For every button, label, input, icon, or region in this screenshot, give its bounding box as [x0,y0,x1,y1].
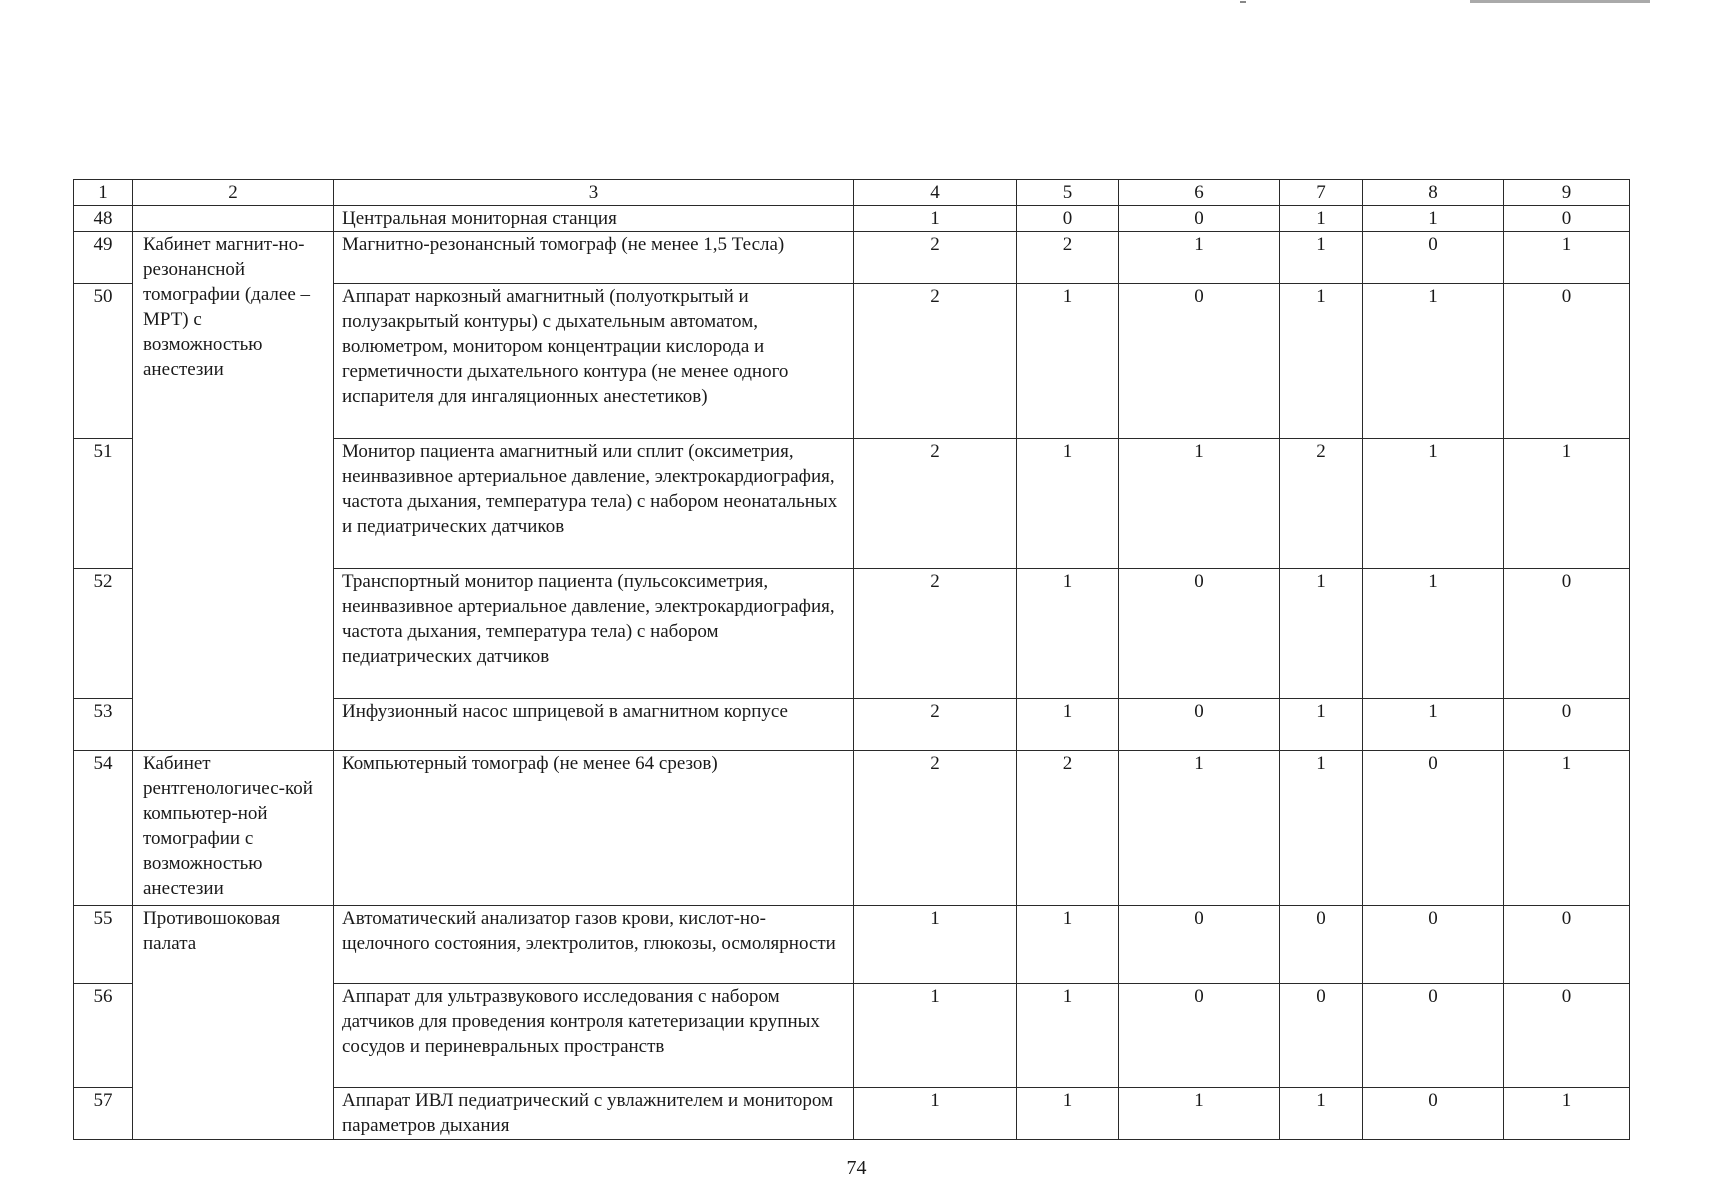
value-cell: 1 [1280,284,1363,439]
value-cell: 1 [1280,232,1363,284]
equipment-name: Монитор пациента амагнитный или сплит (оксиметрия, неинвазивное артериальное давление, электрокардиография, частота дыхания, температура тела) с набором неонатальных и педиатрических датчиков [334,439,854,569]
value-cell: 0 [1119,984,1280,1088]
table-row [74,232,1630,284]
header-cell: 2 [133,180,334,206]
value-cell: 2 [854,569,1017,699]
equipment-name: Аппарат для ультразвукового исследования с набором датчиков для проведения контроля катетеризации крупных сосудов и периневральных пространств [334,984,854,1088]
value-cell: 0 [1363,232,1504,284]
value-cell: 1 [1280,699,1363,751]
value-cell: 2 [854,699,1017,751]
value-cell: 1 [1119,751,1280,906]
page-number: 74 [846,1157,867,1179]
value-cell: 1 [1017,1088,1119,1140]
value-cell: 0 [1119,906,1280,984]
value-cell: 1 [854,1088,1017,1140]
value-cell: 1 [1017,569,1119,699]
row-number: 49 [74,232,133,284]
value-cell: 1 [1119,232,1280,284]
header-row [74,180,1630,206]
header-cell: 8 [1363,180,1504,206]
value-cell: 1 [1119,439,1280,569]
value-cell: 1 [1017,984,1119,1088]
value-cell: 0 [1119,284,1280,439]
value-cell: 1 [1280,569,1363,699]
section-label-shock: Противошоковая палата [133,906,334,1140]
value-cell: 2 [854,284,1017,439]
equipment-name: Аппарат ИВЛ педиатрический с увлажнителем и монитором параметров дыхания [334,1088,854,1140]
value-cell: 0 [1504,284,1630,439]
header-cell: 6 [1119,180,1280,206]
value-cell: 1 [1363,284,1504,439]
value-cell: 1 [1363,439,1504,569]
value-cell: 1 [1119,1088,1280,1140]
value-cell: 0 [1363,984,1504,1088]
value-cell: 1 [1017,699,1119,751]
value-cell: 1 [1504,751,1630,906]
value-cell: 1 [854,984,1017,1088]
value-cell: 2 [1017,751,1119,906]
value-cell: 1 [1363,699,1504,751]
value-cell: 0 [1280,906,1363,984]
value-cell: 1 [1017,906,1119,984]
row-number: 52 [74,569,133,699]
header-cell: 3 [334,180,854,206]
value-cell: 0 [1280,984,1363,1088]
row-number: 53 [74,699,133,751]
value-cell: 2 [854,232,1017,284]
value-cell: 1 [1363,569,1504,699]
table-row [74,751,1630,906]
value-cell: 0 [1363,751,1504,906]
value-cell: 1 [1504,232,1630,284]
value-cell: 0 [1504,906,1630,984]
table-row [74,906,1630,984]
value-cell: 1 [1363,206,1504,232]
table-row [74,206,1630,232]
value-cell: 0 [1017,206,1119,232]
equipment-name: Аппарат наркозный амагнитный (полуоткрытый и полузакрытый контуры) с дыхательным автоматом, волюметром, монитором концентрации кислорода и герметичности дыхательного контура (не менее одного испарителя для ингаляционных анестетиков) [334,284,854,439]
section-label-ct: Кабинет рентгенологичес-кой компьютер-ной томографии с возможностью анестезии [133,751,334,906]
equipment-name: Автоматический анализатор газов крови, кислот-но-щелочного состояния, электролитов, глюкозы, осмолярности [334,906,854,984]
value-cell: 0 [1363,1088,1504,1140]
row-number: 57 [74,1088,133,1140]
value-cell: 1 [1017,439,1119,569]
value-cell: 0 [1504,206,1630,232]
scan-artifact [1240,0,1680,6]
header-cell: 7 [1280,180,1363,206]
value-cell: 2 [1017,232,1119,284]
value-cell: 0 [1504,984,1630,1088]
row-number: 54 [74,751,133,906]
equipment-name: Транспортный монитор пациента (пульсоксиметрия, неинвазивное артериальное давление, электрокардиография, частота дыхания, температура тела) с набором педиатрических датчиков [334,569,854,699]
value-cell: 0 [1119,206,1280,232]
section-cell-empty [133,206,334,232]
value-cell: 0 [1119,569,1280,699]
value-cell: 0 [1504,699,1630,751]
value-cell: 2 [854,751,1017,906]
value-cell: 2 [1280,439,1363,569]
value-cell: 1 [854,906,1017,984]
header-cell: 5 [1017,180,1119,206]
value-cell: 1 [1280,206,1363,232]
row-number: 56 [74,984,133,1088]
value-cell: 1 [854,206,1017,232]
value-cell: 0 [1504,569,1630,699]
section-label-mrt: Кабинет магнит-но-резонансной томографии (далее – МРТ) с возможностью анестезии [133,232,334,751]
row-number: 50 [74,284,133,439]
equipment-name: Инфузионный насос шприцевой в амагнитном корпусе [334,699,854,751]
equipment-table [73,179,1630,1140]
equipment-name: Центральная мониторная станция [334,206,854,232]
row-number: 48 [74,206,133,232]
header-cell: 4 [854,180,1017,206]
row-number: 55 [74,906,133,984]
value-cell: 0 [1363,906,1504,984]
row-number: 51 [74,439,133,569]
value-cell: 1 [1280,1088,1363,1140]
value-cell: 2 [854,439,1017,569]
equipment-name: Магнитно-резонансный томограф (не менее 1,5 Тесла) [334,232,854,284]
value-cell: 0 [1119,699,1280,751]
equipment-name: Компьютерный томограф (не менее 64 срезов) [334,751,854,906]
value-cell: 1 [1280,751,1363,906]
header-cell: 9 [1504,180,1630,206]
value-cell: 1 [1017,284,1119,439]
value-cell: 1 [1504,439,1630,569]
value-cell: 1 [1504,1088,1630,1140]
header-cell: 1 [74,180,133,206]
